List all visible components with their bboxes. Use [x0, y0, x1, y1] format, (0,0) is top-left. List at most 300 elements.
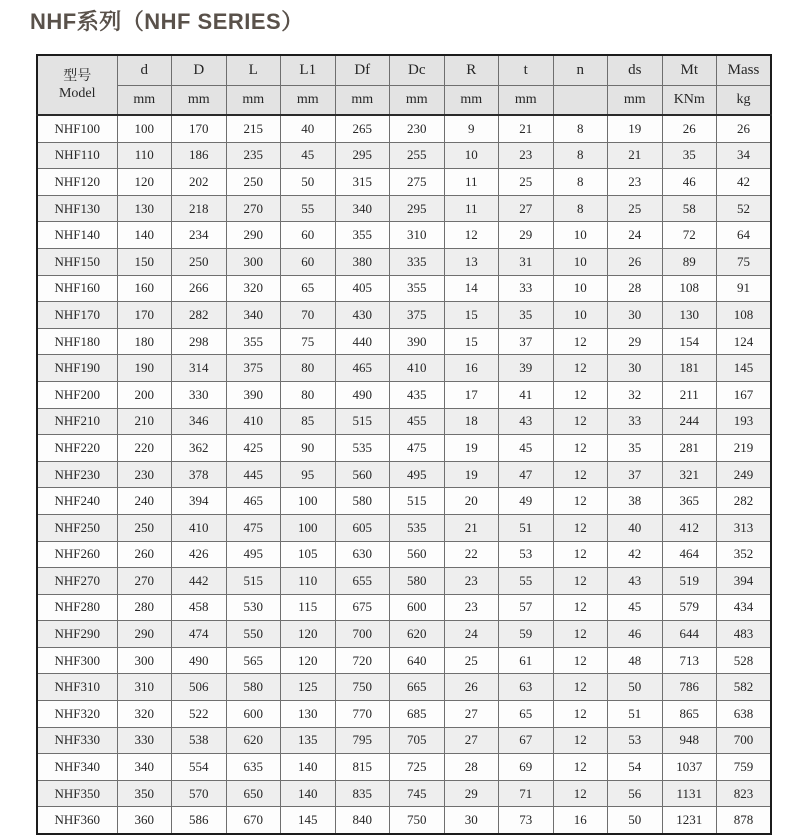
table-cell: 56 — [608, 780, 663, 807]
table-cell: 538 — [172, 727, 227, 754]
table-cell: 770 — [335, 701, 390, 728]
table-cell: 745 — [390, 780, 445, 807]
table-cell: 282 — [172, 302, 227, 329]
table-row-nhf290 — [37, 621, 771, 648]
page-title: NHF系列（NHF SERIES） — [30, 9, 304, 34]
table-cell: 10 — [553, 275, 608, 302]
header-unit-mass: kg — [717, 86, 772, 116]
table-cell: 35 — [662, 142, 717, 169]
table-cell: 458 — [172, 594, 227, 621]
table-cell: 11 — [444, 169, 499, 196]
table-cell: 140 — [281, 780, 336, 807]
table-cell: 35 — [608, 435, 663, 462]
table-cell: 314 — [172, 355, 227, 382]
table-cell: 150 — [117, 248, 172, 275]
table-cell: 27 — [444, 727, 499, 754]
table-cell: 170 — [117, 302, 172, 329]
model-cell: NHF100 — [37, 115, 117, 142]
table-cell: 19 — [608, 115, 663, 142]
table-cell: 378 — [172, 461, 227, 488]
table-row-nhf340 — [37, 754, 771, 781]
table-cell: 430 — [335, 302, 390, 329]
table-cell: 580 — [390, 568, 445, 595]
table-cell: 75 — [717, 248, 772, 275]
header-model-cn: 型号 — [63, 69, 92, 84]
table-cell: 355 — [335, 222, 390, 249]
table-cell: 1037 — [662, 754, 717, 781]
table-cell: 80 — [281, 355, 336, 382]
table-cell: 12 — [553, 701, 608, 728]
table-cell: 140 — [281, 754, 336, 781]
table-cell: 29 — [608, 328, 663, 355]
table-cell: 295 — [335, 142, 390, 169]
header-col-l: L — [226, 55, 281, 86]
table-cell: 120 — [281, 621, 336, 648]
table-cell: 26 — [608, 248, 663, 275]
table-cell: 365 — [662, 488, 717, 515]
table-cell: 635 — [226, 754, 281, 781]
table-cell: 320 — [117, 701, 172, 728]
table-cell: 37 — [608, 461, 663, 488]
table-cell: 26 — [444, 674, 499, 701]
table-cell: 230 — [117, 461, 172, 488]
table-cell: 43 — [499, 408, 554, 435]
table-cell: 315 — [335, 169, 390, 196]
table-cell: 535 — [390, 514, 445, 541]
table-row-nhf330 — [37, 727, 771, 754]
table-cell: 60 — [281, 248, 336, 275]
table-cell: 362 — [172, 435, 227, 462]
header-model — [37, 55, 117, 115]
table-cell: 115 — [281, 594, 336, 621]
table-cell: 12 — [553, 461, 608, 488]
table-cell: 10 — [553, 248, 608, 275]
table-cell: 186 — [172, 142, 227, 169]
table-cell: 320 — [226, 275, 281, 302]
table-cell: 655 — [335, 568, 390, 595]
header-unit-n — [553, 86, 608, 116]
table-cell: 19 — [444, 461, 499, 488]
table-cell: 34 — [717, 142, 772, 169]
table-row-nhf240 — [37, 488, 771, 515]
table-cell: 135 — [281, 727, 336, 754]
table-cell: 600 — [390, 594, 445, 621]
table-cell: 53 — [499, 541, 554, 568]
table-cell: 474 — [172, 621, 227, 648]
table-cell: 14 — [444, 275, 499, 302]
table-cell: 24 — [444, 621, 499, 648]
table-cell: 110 — [117, 142, 172, 169]
table-cell: 650 — [226, 780, 281, 807]
model-cell: NHF250 — [37, 514, 117, 541]
table-cell: 355 — [390, 275, 445, 302]
header-col-mass: Mass — [717, 55, 772, 86]
table-cell: 12 — [553, 568, 608, 595]
table-cell: 180 — [117, 328, 172, 355]
table-cell: 266 — [172, 275, 227, 302]
table-cell: 51 — [499, 514, 554, 541]
table-cell: 210 — [117, 408, 172, 435]
table-cell: 12 — [553, 754, 608, 781]
table-cell: 355 — [226, 328, 281, 355]
table-cell: 18 — [444, 408, 499, 435]
table-row-nhf270 — [37, 568, 771, 595]
table-cell: 54 — [608, 754, 663, 781]
table-cell: 22 — [444, 541, 499, 568]
table-cell: 29 — [499, 222, 554, 249]
table-row-nhf110 — [37, 142, 771, 169]
table-cell: 12 — [553, 674, 608, 701]
table-row-nhf260 — [37, 541, 771, 568]
table-cell: 605 — [335, 514, 390, 541]
table-cell: 335 — [390, 248, 445, 275]
table-cell: 12 — [553, 488, 608, 515]
table-cell: 490 — [335, 381, 390, 408]
table-cell: 193 — [717, 408, 772, 435]
table-cell: 638 — [717, 701, 772, 728]
table-cell: 23 — [499, 142, 554, 169]
header-col-df: Df — [335, 55, 390, 86]
model-cell: NHF160 — [37, 275, 117, 302]
model-cell: NHF330 — [37, 727, 117, 754]
table-cell: 130 — [662, 302, 717, 329]
table-cell: 8 — [553, 115, 608, 142]
header-col-n: n — [553, 55, 608, 86]
table-cell: 12 — [553, 408, 608, 435]
table-cell: 300 — [117, 647, 172, 674]
model-cell: NHF270 — [37, 568, 117, 595]
table-cell: 120 — [281, 647, 336, 674]
table-cell: 426 — [172, 541, 227, 568]
model-cell: NHF290 — [37, 621, 117, 648]
table-cell: 670 — [226, 807, 281, 834]
table-cell: 620 — [390, 621, 445, 648]
table-cell: 181 — [662, 355, 717, 382]
table-cell: 375 — [390, 302, 445, 329]
table-cell: 554 — [172, 754, 227, 781]
table-cell: 483 — [717, 621, 772, 648]
table-cell: 565 — [226, 647, 281, 674]
table-cell: 130 — [281, 701, 336, 728]
table-cell: 515 — [335, 408, 390, 435]
table-cell: 15 — [444, 328, 499, 355]
table-cell: 50 — [608, 674, 663, 701]
header-unit-ds: mm — [608, 86, 663, 116]
table-cell: 59 — [499, 621, 554, 648]
table-cell: 290 — [117, 621, 172, 648]
table-row-nhf200 — [37, 381, 771, 408]
table-cell: 375 — [226, 355, 281, 382]
table-cell: 8 — [553, 169, 608, 196]
table-cell: 713 — [662, 647, 717, 674]
table-row-nhf230 — [37, 461, 771, 488]
table-cell: 42 — [717, 169, 772, 196]
model-cell: NHF110 — [37, 142, 117, 169]
model-cell: NHF150 — [37, 248, 117, 275]
header-unit-df: mm — [335, 86, 390, 116]
table-cell: 49 — [499, 488, 554, 515]
table-cell: 108 — [717, 302, 772, 329]
table-cell: 600 — [226, 701, 281, 728]
table-cell: 295 — [390, 195, 445, 222]
table-cell: 665 — [390, 674, 445, 701]
table-cell: 70 — [281, 302, 336, 329]
table-row-nhf170 — [37, 302, 771, 329]
table-cell: 815 — [335, 754, 390, 781]
model-cell: NHF120 — [37, 169, 117, 196]
table-cell: 120 — [117, 169, 172, 196]
table-cell: 440 — [335, 328, 390, 355]
table-cell: 244 — [662, 408, 717, 435]
model-cell: NHF360 — [37, 807, 117, 834]
table-cell: 12 — [553, 328, 608, 355]
table-cell: 310 — [390, 222, 445, 249]
table-cell: 445 — [226, 461, 281, 488]
table-cell: 528 — [717, 647, 772, 674]
table-cell: 51 — [608, 701, 663, 728]
model-cell: NHF140 — [37, 222, 117, 249]
header-row-units — [37, 86, 771, 116]
table-cell: 8 — [553, 142, 608, 169]
table-cell: 35 — [499, 302, 554, 329]
table-cell: 200 — [117, 381, 172, 408]
table-cell: 522 — [172, 701, 227, 728]
table-cell: 434 — [717, 594, 772, 621]
table-cell: 202 — [172, 169, 227, 196]
table-body — [37, 115, 771, 834]
table-cell: 410 — [390, 355, 445, 382]
table-cell: 725 — [390, 754, 445, 781]
table-cell: 50 — [281, 169, 336, 196]
table-cell: 720 — [335, 647, 390, 674]
table-cell: 17 — [444, 381, 499, 408]
table-cell: 12 — [553, 594, 608, 621]
table-cell: 12 — [553, 355, 608, 382]
table-cell: 390 — [226, 381, 281, 408]
table-cell: 340 — [117, 754, 172, 781]
table-cell: 260 — [117, 541, 172, 568]
table-cell: 675 — [335, 594, 390, 621]
table-cell: 840 — [335, 807, 390, 834]
table-cell: 58 — [662, 195, 717, 222]
table-cell: 190 — [117, 355, 172, 382]
table-cell: 340 — [226, 302, 281, 329]
table-cell: 582 — [717, 674, 772, 701]
table-cell: 15 — [444, 302, 499, 329]
table-cell: 515 — [226, 568, 281, 595]
table-cell: 519 — [662, 568, 717, 595]
table-cell: 29 — [444, 780, 499, 807]
table-cell: 620 — [226, 727, 281, 754]
header-unit-d: mm — [172, 86, 227, 116]
table-cell: 275 — [390, 169, 445, 196]
header-col-t: t — [499, 55, 554, 86]
table-cell: 26 — [717, 115, 772, 142]
table-cell: 410 — [226, 408, 281, 435]
table-cell: 65 — [281, 275, 336, 302]
model-cell: NHF340 — [37, 754, 117, 781]
table-cell: 455 — [390, 408, 445, 435]
header-col-d: D — [172, 55, 227, 86]
table-cell: 750 — [335, 674, 390, 701]
table-cell: 130 — [117, 195, 172, 222]
table-row-nhf300 — [37, 647, 771, 674]
table-cell: 39 — [499, 355, 554, 382]
table-cell: 380 — [335, 248, 390, 275]
table-cell: 12 — [444, 222, 499, 249]
table-cell: 12 — [553, 621, 608, 648]
table-cell: 310 — [117, 674, 172, 701]
nhf-spec-table — [36, 54, 772, 835]
table-cell: 495 — [226, 541, 281, 568]
table-cell: 12 — [553, 514, 608, 541]
model-cell: NHF210 — [37, 408, 117, 435]
table-cell: 40 — [608, 514, 663, 541]
table-cell: 25 — [444, 647, 499, 674]
table-cell: 57 — [499, 594, 554, 621]
table-cell: 515 — [390, 488, 445, 515]
table-cell: 570 — [172, 780, 227, 807]
table-cell: 240 — [117, 488, 172, 515]
table-cell: 24 — [608, 222, 663, 249]
table-cell: 235 — [226, 142, 281, 169]
table-cell: 71 — [499, 780, 554, 807]
table-cell: 8 — [553, 195, 608, 222]
header-unit-d: mm — [117, 86, 172, 116]
table-cell: 72 — [662, 222, 717, 249]
table-cell: 250 — [172, 248, 227, 275]
table-cell: 759 — [717, 754, 772, 781]
table-cell: 948 — [662, 727, 717, 754]
table-cell: 31 — [499, 248, 554, 275]
table-cell: 45 — [281, 142, 336, 169]
table-cell: 298 — [172, 328, 227, 355]
table-cell: 25 — [499, 169, 554, 196]
model-cell: NHF240 — [37, 488, 117, 515]
model-cell: NHF130 — [37, 195, 117, 222]
table-cell: 61 — [499, 647, 554, 674]
table-cell: 9 — [444, 115, 499, 142]
table-cell: 95 — [281, 461, 336, 488]
table-cell: 535 — [335, 435, 390, 462]
table-cell: 160 — [117, 275, 172, 302]
table-cell: 265 — [335, 115, 390, 142]
header-unit-l1: mm — [281, 86, 336, 116]
model-cell: NHF180 — [37, 328, 117, 355]
table-cell: 145 — [717, 355, 772, 382]
table-cell: 300 — [226, 248, 281, 275]
table-cell: 352 — [717, 541, 772, 568]
table-header — [37, 55, 771, 115]
table-cell: 45 — [499, 435, 554, 462]
table-cell: 40 — [281, 115, 336, 142]
table-cell: 390 — [390, 328, 445, 355]
table-cell: 1131 — [662, 780, 717, 807]
table-cell: 630 — [335, 541, 390, 568]
model-cell: NHF300 — [37, 647, 117, 674]
table-cell: 167 — [717, 381, 772, 408]
table-row-nhf150 — [37, 248, 771, 275]
table-cell: 580 — [335, 488, 390, 515]
table-cell: 110 — [281, 568, 336, 595]
table-cell: 60 — [281, 222, 336, 249]
table-cell: 30 — [444, 807, 499, 834]
table-row-nhf140 — [37, 222, 771, 249]
table-cell: 234 — [172, 222, 227, 249]
table-cell: 12 — [553, 435, 608, 462]
table-cell: 85 — [281, 408, 336, 435]
table-cell: 10 — [553, 222, 608, 249]
table-cell: 154 — [662, 328, 717, 355]
table-cell: 330 — [172, 381, 227, 408]
table-cell: 580 — [226, 674, 281, 701]
table-cell: 330 — [117, 727, 172, 754]
table-cell: 73 — [499, 807, 554, 834]
table-cell: 52 — [717, 195, 772, 222]
table-cell: 90 — [281, 435, 336, 462]
table-cell: 786 — [662, 674, 717, 701]
table-cell: 346 — [172, 408, 227, 435]
table-cell: 1231 — [662, 807, 717, 834]
table-cell: 45 — [608, 594, 663, 621]
header-unit-r: mm — [444, 86, 499, 116]
table-cell: 10 — [553, 302, 608, 329]
table-row-nhf350 — [37, 780, 771, 807]
table-cell: 16 — [553, 807, 608, 834]
table-cell: 33 — [608, 408, 663, 435]
table-cell: 249 — [717, 461, 772, 488]
table-cell: 270 — [117, 568, 172, 595]
table-cell: 37 — [499, 328, 554, 355]
table-cell: 67 — [499, 727, 554, 754]
table-cell: 435 — [390, 381, 445, 408]
table-cell: 12 — [553, 381, 608, 408]
table-cell: 105 — [281, 541, 336, 568]
table-cell: 13 — [444, 248, 499, 275]
table-cell: 32 — [608, 381, 663, 408]
table-cell: 475 — [226, 514, 281, 541]
table-row-nhf100 — [37, 115, 771, 142]
table-cell: 27 — [499, 195, 554, 222]
table-cell: 412 — [662, 514, 717, 541]
table-cell: 495 — [390, 461, 445, 488]
model-cell: NHF320 — [37, 701, 117, 728]
table-cell: 550 — [226, 621, 281, 648]
table-cell: 425 — [226, 435, 281, 462]
table-cell: 685 — [390, 701, 445, 728]
table-cell: 145 — [281, 807, 336, 834]
table-cell: 69 — [499, 754, 554, 781]
table-cell: 220 — [117, 435, 172, 462]
header-model-en: Model — [58, 86, 96, 101]
table-cell: 33 — [499, 275, 554, 302]
table-cell: 64 — [717, 222, 772, 249]
table-cell: 100 — [281, 514, 336, 541]
table-cell: 700 — [717, 727, 772, 754]
header-unit-dc: mm — [390, 86, 445, 116]
table-cell: 218 — [172, 195, 227, 222]
table-cell: 219 — [717, 435, 772, 462]
table-cell: 20 — [444, 488, 499, 515]
table-cell: 340 — [335, 195, 390, 222]
model-cell: NHF280 — [37, 594, 117, 621]
table-row-nhf310 — [37, 674, 771, 701]
table-cell: 750 — [390, 807, 445, 834]
table-cell: 282 — [717, 488, 772, 515]
table-cell: 12 — [553, 647, 608, 674]
model-cell: NHF310 — [37, 674, 117, 701]
table-cell: 835 — [335, 780, 390, 807]
